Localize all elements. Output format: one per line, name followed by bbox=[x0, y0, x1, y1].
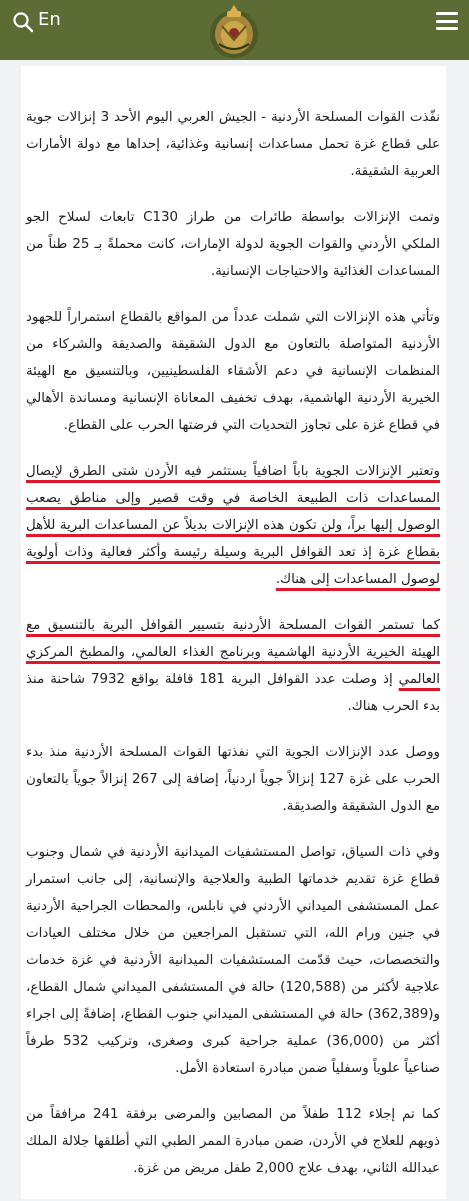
language-toggle[interactable]: En bbox=[38, 9, 61, 30]
paragraph-1: نفّذت القوات المسلحة الأردنية - الجيش العربي اليوم الأحد 3 إنزالات جوية على قطاع غزة تحمل مساعدات إنسانية وغذائية، إحداها مع دولة الأمارات العربية الشقيقة. bbox=[26, 110, 440, 179]
highlighted-text: وتعتبر الإنزالات الجوية باباً اضافياً يستثمر فيه الأردن شتى الطرق لإيصال المساعدات ذات الطبيعة الخاصة في وقت قصير وإلى مناطق يصعب الوصول إليها براً، ولن تكون هذه الإنزالات بديلاً عن المساعدات البرية للأهل بقطاع غزة إذ تعد القوافل البرية وسيلة رئيسة وأكثر فعالية وذات أولوية لوصول المساعدات إلى هناك. bbox=[26, 464, 440, 587]
paragraph-2: وتمت الإنزالات بواسطة طائرات من طراز C130 تابعات لسلاح الجو الملكي الأردني والقوات الجوية لدولة الإمارات، كانت محملةً بـ 25 طناً من المساعدات الغذائية والاحتياجات الإنسانية. bbox=[26, 210, 440, 279]
jordan-armed-forces-emblem[interactable] bbox=[205, 0, 263, 60]
top-header bbox=[0, 0, 469, 60]
article-body bbox=[26, 104, 440, 1201]
paragraph-5 bbox=[26, 612, 440, 720]
highlighted-text: كما تستمر القوات المسلحة الأردنية بتسيير القوافل البرية بالتنسيق مع الهيئة الخيرية الأردنية الهاشمية وبرنامج الغذاء العالمي، والمطبخ المركزي العالمي bbox=[26, 618, 440, 687]
paragraph-4 bbox=[26, 458, 440, 593]
paragraph-5-rest: إذ وصلت عدد القوافل البرية 181 قافلة بواقع 7932 شاحنة منذ بدء الحرب هناك. bbox=[26, 672, 440, 714]
paragraph-7: وفي ذات السياق، تواصل المستشفيات الميدانية الأردنية في شمال وجنوب قطاع غزة تقديم خدماتها الطبية والعلاجية والإنسانية، إلى جانب استمرار عمل المستشفى الميداني الأردني في نابلس، والمحطات الجراحية الأردنية في جنين ورام الله، التي تستقبل المراجعين من خلال مختلف العيادات والتخصصات، حيث قدّمت المستشفيات الميدانية الأردنية في غزة خدمات علاجية لأكثر من (120,588) حالة في المستشفى الميداني شمال القطاع، و(362,389) حالة في المستشفى الميداني جنوب القطاع، إضافةً إلى اجراء أكثر من (36,000) عملية جراحية كبرى وصغرى، وتركيب 532 طرفاً صناعياً علوياً وسفلياً ضمن مبادرة استعادة الأمل. bbox=[26, 845, 440, 1076]
search-icon[interactable] bbox=[12, 11, 34, 33]
hamburger-menu-icon[interactable] bbox=[436, 12, 458, 30]
paragraph-3: وتأتي هذه الإنزالات التي شملت عدداً من المواقع بالقطاع استمراراً للجهود الأردنية المتواصلة بالتعاون مع الدول الشقيقة والصديقة والشركاء من المنظمات الإنسانية في دعم الأشقاء الفلسطينيين، وبالتنسيق مع الهيئة الخيرية الأردنية الهاشمية، بهدف تخفيف المعاناة الإنسانية ومساندة الأهالي في قطاع غزة على تجاوز التحديات التي فرضتها الحرب على القطاع. bbox=[26, 310, 440, 433]
paragraph-6: ووصل عدد الإنزالات الجوية التي نفذتها القوات المسلحة الأردنية منذ بدء الحرب على غزة 127 إنزالاً جوياً اردنياً، إضافة إلى 267 إنزالاً جوياً بالتعاون مع الدول الشقيقة والصديقة. bbox=[26, 745, 441, 814]
paragraph-8: كما تم إجلاء 112 طفلاً من المصابين والمرضى برفقة 241 مرافقاً من ذويهم للعلاج في الأردن، ضمن مبادرة الممر الطبي التي أطلقها جلالة الملك عبدالله الثاني، بهدف علاج 2,000 طفل مريض من غزة. bbox=[26, 1107, 441, 1176]
